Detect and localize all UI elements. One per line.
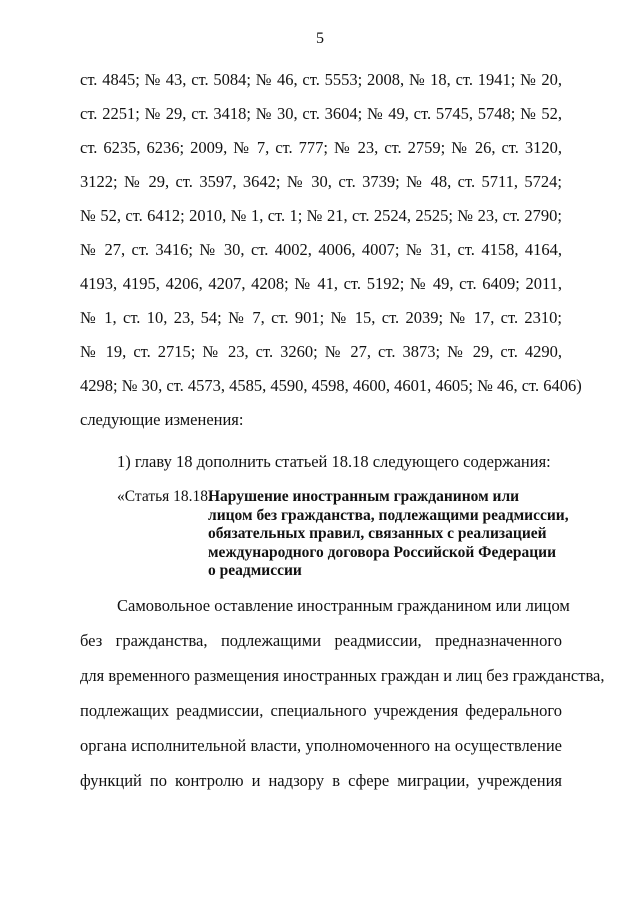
list-item-1: 1) главу 18 дополнить статьей 18.18 следующего содержания: (117, 452, 551, 471)
article-title (208, 488, 568, 581)
article-title-line: лицом без гражданства, подлежащими реадмиссии, (208, 506, 569, 524)
text-line: 3122; № 29, ст. 3597, 3642; № 30, ст. 3739; № 48, ст. 5711, 5724; (80, 172, 562, 191)
article-title-line: обязательных правил, связанных с реализацией (208, 525, 547, 542)
text-line: ст. 6235, 6236; 2009, № 7, ст. 777; № 23, ст. 2759; № 26, ст. 3120, (80, 138, 562, 157)
text-line: для временного размещения иностранных граждан и лиц без гражданства, (80, 666, 605, 685)
text-line: ст. 2251; № 29, ст. 3418; № 30, ст. 3604; № 49, ст. 5745, 5748; № 52, (80, 104, 562, 123)
page-number: 5 (316, 30, 324, 47)
text-line: без гражданства, подлежащими реадмиссии, предназначенного (80, 631, 562, 650)
text-line: № 1, ст. 10, 23, 54; № 7, ст. 901; № 15, ст. 2039; № 17, ст. 2310; (80, 308, 562, 327)
text-line: органа исполнительной власти, уполномоченного на осуществление (80, 736, 562, 755)
text-line: функций по контролю и надзору в сфере миграции, учреждения (80, 771, 562, 790)
text-line: следующие изменения: (80, 410, 244, 429)
text-line: ст. 4845; № 43, ст. 5084; № 46, ст. 5553; 2008, № 18, ст. 1941; № 20, (80, 70, 562, 89)
text-line: № 19, ст. 2715; № 23, ст. 3260; № 27, ст. 3873; № 29, ст. 4290, (80, 342, 562, 361)
article-title-line: международного договора Российской Федерации (208, 543, 557, 561)
text-line: № 52, ст. 6412; 2010, № 1, ст. 1; № 21, ст. 2524, 2525; № 23, ст. 2790; (80, 206, 562, 225)
text-line: подлежащих реадмиссии, специального учреждения федерального (80, 701, 562, 720)
text-line: Самовольное оставление иностранным гражданином или лицом (117, 596, 570, 615)
article-number: «Статья 18.18. (117, 488, 212, 505)
text-line: 4193, 4195, 4206, 4207, 4208; № 41, ст. 5192; № 49, ст. 6409; 2011, (80, 274, 562, 293)
text-line: 4298; № 30, ст. 4573, 4585, 4590, 4598, 4600, 4601, 4605; № 46, ст. 6406) (80, 376, 582, 395)
article-title-line: о реадмиссии (208, 562, 302, 579)
text-line: № 27, ст. 3416; № 30, ст. 4002, 4006, 4007; № 31, ст. 4158, 4164, (80, 240, 562, 259)
article-title-line: Нарушение иностранным гражданином или (208, 488, 520, 505)
